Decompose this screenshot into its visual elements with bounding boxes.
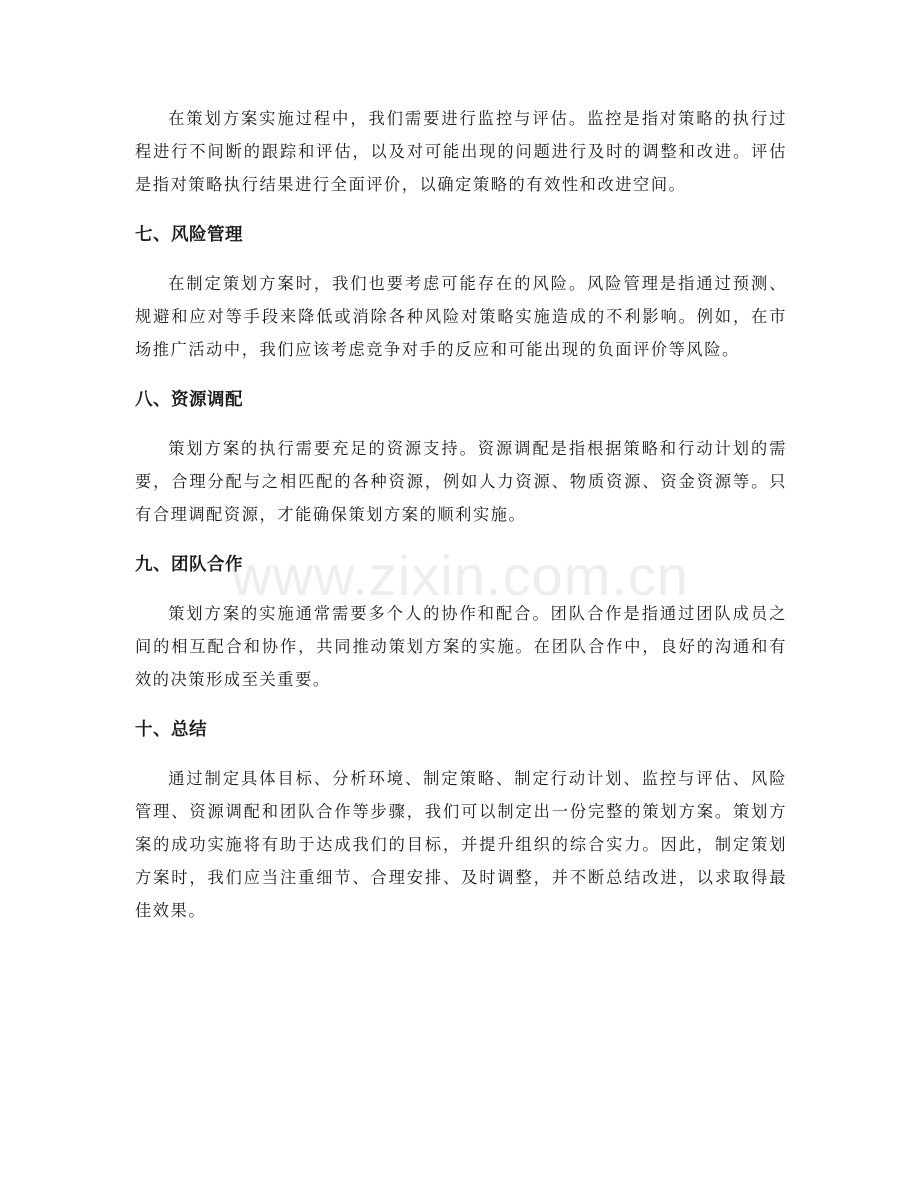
heading-summary: 十、总结 — [135, 720, 207, 740]
document-body — [135, 102, 787, 927]
heading-teamwork: 九、团队合作 — [135, 555, 243, 575]
heading-risk-management: 七、风险管理 — [135, 225, 243, 245]
paragraph-resource-allocation: 策划方案的执行需要充足的资源支持。资源调配是指根据策略和行动计划的需要，合理分配与之相匹配的各种资源，例如人力资源、物质资源、资金资源等。只有合理调配资源，才能确保策划方案的顺利实施。 — [135, 439, 787, 524]
paragraph-teamwork: 策划方案的实施通常需要多个人的协作和配合。团队合作是指通过团队成员之间的相互配合和协作，共同推动策划方案的实施。在团队合作中，良好的沟通和有效的决策形成至关重要。 — [135, 604, 787, 689]
heading-resource-allocation: 八、资源调配 — [135, 390, 243, 410]
paragraph-risk-management: 在制定策划方案时，我们也要考虑可能存在的风险。风险管理是指通过预测、规避和应对等手段来降低或消除各种风险对策略实施造成的不利影响。例如，在市场推广活动中，我们应该考虑竞争对手的反应和可能出现的负面评价等风险。 — [135, 274, 787, 359]
paragraph-monitoring: 在策划方案实施过程中，我们需要进行监控与评估。监控是指对策略的执行过程进行不间断的跟踪和评估，以及对可能出现的问题进行及时的调整和改进。评估是指对策略执行结果进行全面评价，以确定策略的有效性和改进空间。 — [135, 109, 787, 194]
paragraph-summary: 通过制定具体目标、分析环境、制定策略、制定行动计划、监控与评估、风险管理、资源调配和团队合作等步骤，我们可以制定出一份完整的策划方案。策划方案的成功实施将有助于达成我们的目标，并提升组织的综合实力。因此，制定策划方案时，我们应当注重细节、合理安排、及时调整，并不断总结改进，以求取得最佳效果。 — [135, 769, 787, 920]
watermark: www.zixin.com.cn — [231, 544, 689, 607]
